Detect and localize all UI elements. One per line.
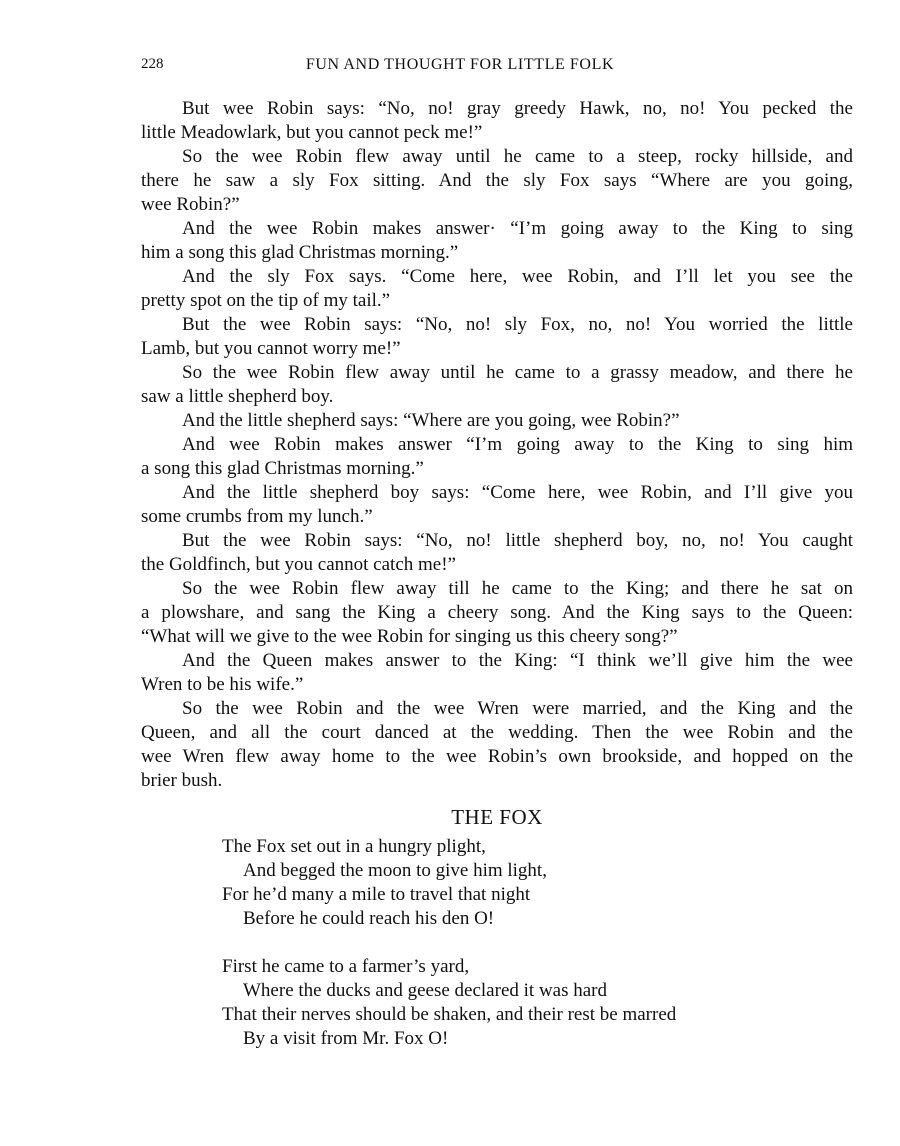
text-line: him a song this glad Christmas morning.” (141, 242, 459, 263)
paragraph (141, 481, 853, 529)
poem-line: By a visit from Mr. Fox O! (243, 1028, 449, 1049)
text-line: And the Queen makes answer to the King: “I think we’ll give him the wee (182, 650, 853, 671)
text-line: there he saw a sly Fox sitting. And the sly Fox says “Where are you going, (141, 170, 853, 191)
text-line: So the wee Robin flew away till he came to the King; and there he sat on (182, 578, 853, 599)
text-line: wee Robin?” (141, 194, 240, 215)
paragraph (141, 697, 853, 793)
text-line: some crumbs from my lunch.” (141, 506, 373, 527)
poem-body (222, 835, 676, 1075)
text-line: little Meadowlark, but you cannot peck me!” (141, 122, 483, 143)
poem-line: First he came to a farmer’s yard, (222, 956, 470, 977)
paragraph (141, 145, 853, 217)
paragraph (141, 649, 853, 697)
text-line: a song this glad Christmas morning.” (141, 458, 424, 479)
poem-line: The Fox set out in a hungry plight, (222, 836, 486, 857)
text-line: pretty spot on the tip of my tail.” (141, 290, 391, 311)
text-line: So the wee Robin flew away until he came to a steep, rocky hillside, and (182, 146, 853, 167)
text-line: And the wee Robin makes answer· “I’m going away to the King to sing (182, 218, 853, 239)
paragraph (141, 217, 853, 265)
text-line: So the wee Robin and the wee Wren were married, and the King and the (182, 698, 853, 719)
text-line: And the little shepherd says: “Where are you going, wee Robin?” (182, 410, 680, 431)
poem-line: That their nerves should be shaken, and their rest be marred (222, 1004, 677, 1025)
text-line: Queen, and all the court danced at the wedding. Then the wee Robin and the (141, 722, 853, 743)
paragraph (141, 409, 853, 433)
text-line: Lamb, but you cannot worry me!” (141, 338, 401, 359)
poem-stanza (222, 835, 676, 931)
text-line: But the wee Robin says: “No, no! little shepherd boy, no, no! You caught (182, 530, 853, 551)
text-line: saw a little shepherd boy. (141, 386, 334, 407)
text-line: Wren to be his wife.” (141, 674, 304, 695)
text-line: a plowshare, and sang the King a cheery song. And the King says to the Queen: (141, 602, 853, 623)
text-line: And wee Robin makes answer “I’m going away to the King to sing him (182, 434, 853, 455)
text-line: And the sly Fox says. “Come here, wee Robin, and I’ll let you see the (182, 266, 853, 287)
paragraph (141, 265, 853, 313)
poem-stanza (222, 955, 676, 1051)
paragraph (141, 577, 853, 649)
paragraph (141, 97, 853, 145)
poem-line: Where the ducks and geese declared it was hard (243, 980, 607, 1001)
text-line: And the little shepherd boy says: “Come here, wee Robin, and I’ll give you (182, 482, 853, 503)
running-title: FUN AND THOUGHT FOR LITTLE FOLK (305, 56, 615, 73)
story-body (141, 97, 853, 793)
paragraph (141, 361, 853, 409)
paragraph (141, 313, 853, 361)
text-line: “What will we give to the wee Robin for singing us this cheery song?” (141, 626, 678, 647)
text-line: But the wee Robin says: “No, no! sly Fox, no, no! You worried the little (182, 314, 853, 335)
paragraph (141, 433, 853, 481)
text-line: So the wee Robin flew away until he came to a grassy meadow, and there he (182, 362, 853, 383)
text-line: brier bush. (141, 770, 223, 791)
text-line: the Goldfinch, but you cannot catch me!” (141, 554, 456, 575)
page-number: 228 (141, 56, 164, 72)
poem-line: For he’d many a mile to travel that night (222, 884, 531, 905)
poem-title: THE FOX (451, 805, 543, 829)
poem-line: Before he could reach his den O! (243, 908, 495, 929)
poem-line: And begged the moon to give him light, (243, 860, 547, 881)
text-line: wee Wren flew away home to the wee Robin’s own brookside, and hopped on the (141, 746, 853, 767)
text-line: But wee Robin says: “No, no! gray greedy Hawk, no, no! You pecked the (182, 98, 853, 119)
paragraph (141, 529, 853, 577)
